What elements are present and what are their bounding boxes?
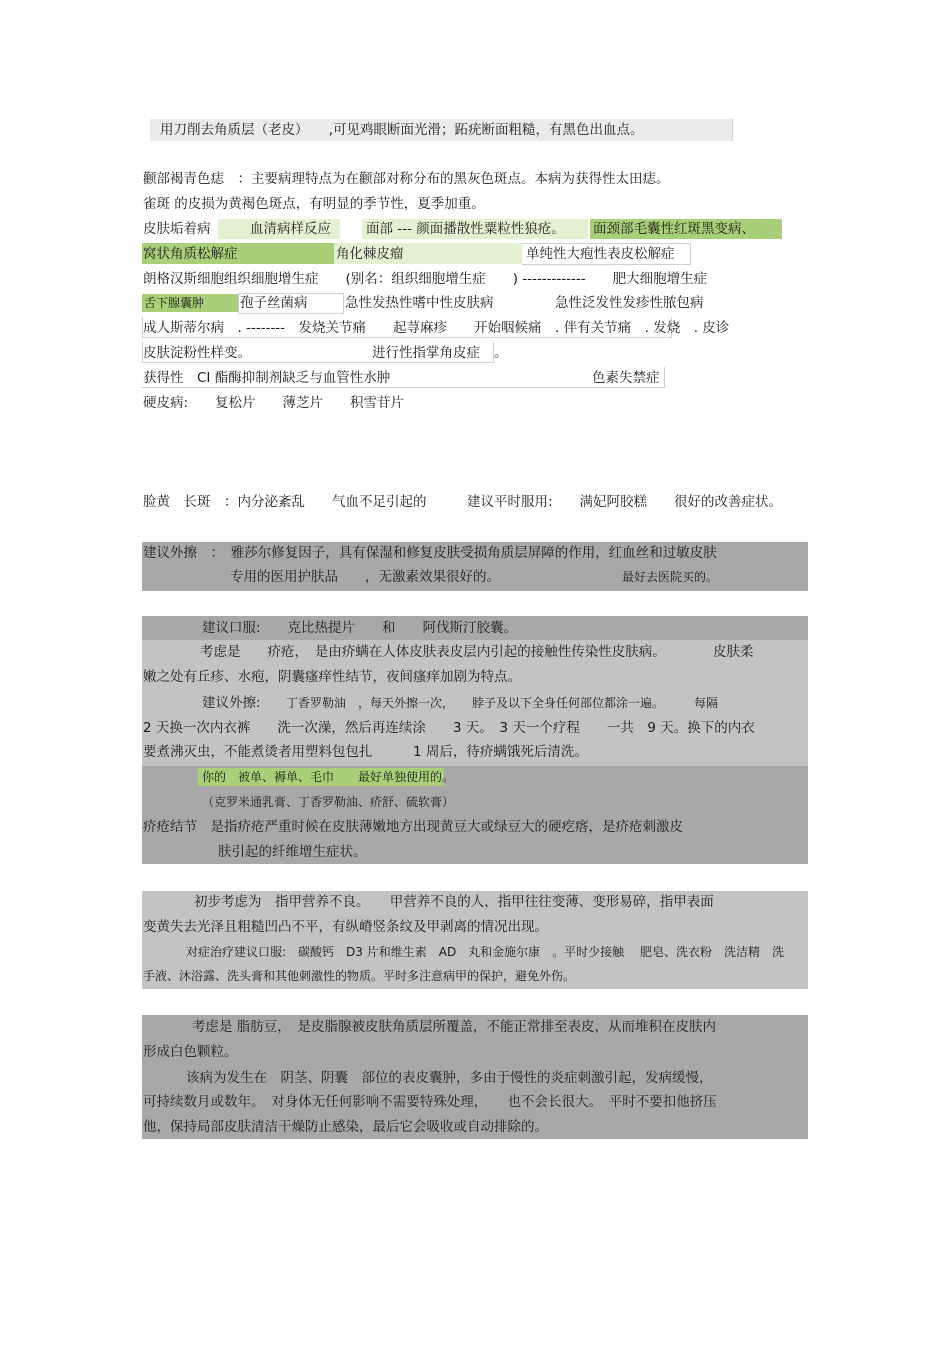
text-line: 建议外擦: [202,695,261,711]
text-line: 初步考虑为 指甲营养不良。 甲营养不良的人，指甲往往变薄、变形易碎，指甲表面 [194,894,714,910]
text-line: 考虑是 脂肪豆， 是皮脂腺被皮肤角质层所覆盖，不能正常排至表皮，从而堆积在皮肤内 [192,1019,717,1035]
text-line: 急性发热性嗜中性皮肤病 [345,295,494,311]
text-line: 用刀削去角质层（老皮） ,可见鸡眼断面光滑；跖疣断面粗糙，有黑色出血点。 [160,122,644,138]
text-line: 色素失禁症 [592,370,660,386]
text-line: 孢子丝菌病 [240,295,308,311]
text-line: 急性泛发性发疹性脓包病 [555,295,704,311]
text-line: 他，保持局部皮肤清洁干燥防止感染，最后它会吸收或自动排除的。 [143,1119,548,1135]
text-line: 硬皮病: 复松片 薄芝片 积雪苷片 [143,395,405,411]
text-line: 肤引起的纤维增生症状。 [218,844,367,860]
text-line: 考虑是 疥疮， 是由疥螨在人体皮肤表皮层内引起的接触性传染性皮肤病。 皮肤柔 [200,644,754,660]
text-line: 手液、沐浴露、洗头膏和其他刺激性的物质。平时多注意病甲的保护，避免外伤。 [143,969,576,983]
text-line: 2 天换一次内衣裤 洗一次澡，然后再连续涂 3 天。 3 天一个疗程 一共 9 天。换下的内衣 [143,720,755,736]
text-line: 成人斯蒂尔病 . -------- 发烧关节痛 起荨麻疹 开始咽候痛 . 伴有关节痛 . 发烧 . 皮诊 [143,320,730,336]
text-line: 要煮沸灭虫，不能煮烫者用塑料包包扎 1 周后，待疥螨饿死后清洗。 [143,744,588,760]
text-line: 雀斑 的皮损为黄褐色斑点，有明显的季节性，夏季加重。 [143,196,485,212]
text-line: 丁香罗勒油 ，每天外擦一次， 脖子及以下全身任何部位都涂一遍。 每隔 [286,696,719,710]
text-line: 你的 被单、褥单、毛巾 最好单独使用的。 [202,770,455,784]
text-line: 颧部褐青色痣 ：主要病理特点为在颧部对称分布的黑灰色斑点。本病为获得性太田痣。 [143,171,670,187]
text-line: 变黄失去光泽且粗糙凹凸不平，有纵嵴竖条纹及甲剥离的情况出现。 [143,919,548,935]
text-line: 疥疮结节 是指疥疮严重时候在皮肤薄嫩地方出现黄豆大或绿豆大的硬疙瘩，是疥疮刺激皮 [143,819,683,835]
text-line: 。 [494,345,508,361]
text-line: 该病为发生在 阴茎、阴囊 部位的表皮囊肿，多由于慢性的炎症刺激引起，发病缓慢， [186,1070,713,1086]
text-line: 血清病样反应 [250,221,331,237]
text-line: 形成白色颗粒。 [143,1044,238,1060]
text-line: 对症治疗建议口服: 碳酸钙 D3 片和维生素 AD 丸和金施尔康 。平时少接触 肥皂、洗衣粉 洗洁精 洗 [186,945,785,959]
text-line: 获得性 CI 酯酶抑制剂缺乏与血管性水肿 [143,370,391,386]
text-line: 角化棘皮瘤 [336,246,404,262]
text-line: 皮肤垢着病 [143,221,211,237]
text-line: 面颈部毛囊性红斑黑变病、 [593,221,755,237]
text-line: 舌下腺囊肿 [144,296,205,310]
text-line: 建议外擦 ： 雅莎尔修复因子，具有保湿和修复皮肤受损角质层屏障的作用，红血丝和过敏皮肤 [143,545,717,561]
text-line: 可持续数月或数年。 对身体无任何影响不需要特殊处理， 也不会长很大。 平时不要扣他挤压 [143,1094,717,1110]
text-line: 朗格汉斯细胞组织细胞增生症 (别名：组织细胞增生症 ) ------------- 肥大细胞增生症 [143,271,708,287]
text-line: 窝状角质松解症 [143,246,238,262]
text-line: 单纯性大疱性表皮松解症 [526,246,675,262]
text-line: 皮肤淀粉性样变。 [143,345,251,361]
text-line: 建议口服: 克比热提片 和 阿伐斯汀胶囊。 [202,620,518,636]
text-line: （克罗米通乳膏、丁香罗勒油、疥舒、硫软膏） [202,795,455,809]
text-line: 最好去医院买的。 [622,570,719,584]
text-line: 专用的医用护肤品 ，无激素效果很好的。 [230,569,500,585]
text-line: 脸黄 长斑 ：内分泌紊乱 气血不足引起的 建议平时服用: 满妃阿胶糕 很好的改善症状。 [143,494,783,510]
text-line: 面部 --- 颜面播散性粟粒性狼疮。 [366,221,565,237]
text-line: 嫩之处有丘疹、水疱，阴囊瘙痒性结节，夜间瘙痒加剧为特点。 [143,669,521,685]
text-line: 进行性指掌角皮症 [372,345,480,361]
